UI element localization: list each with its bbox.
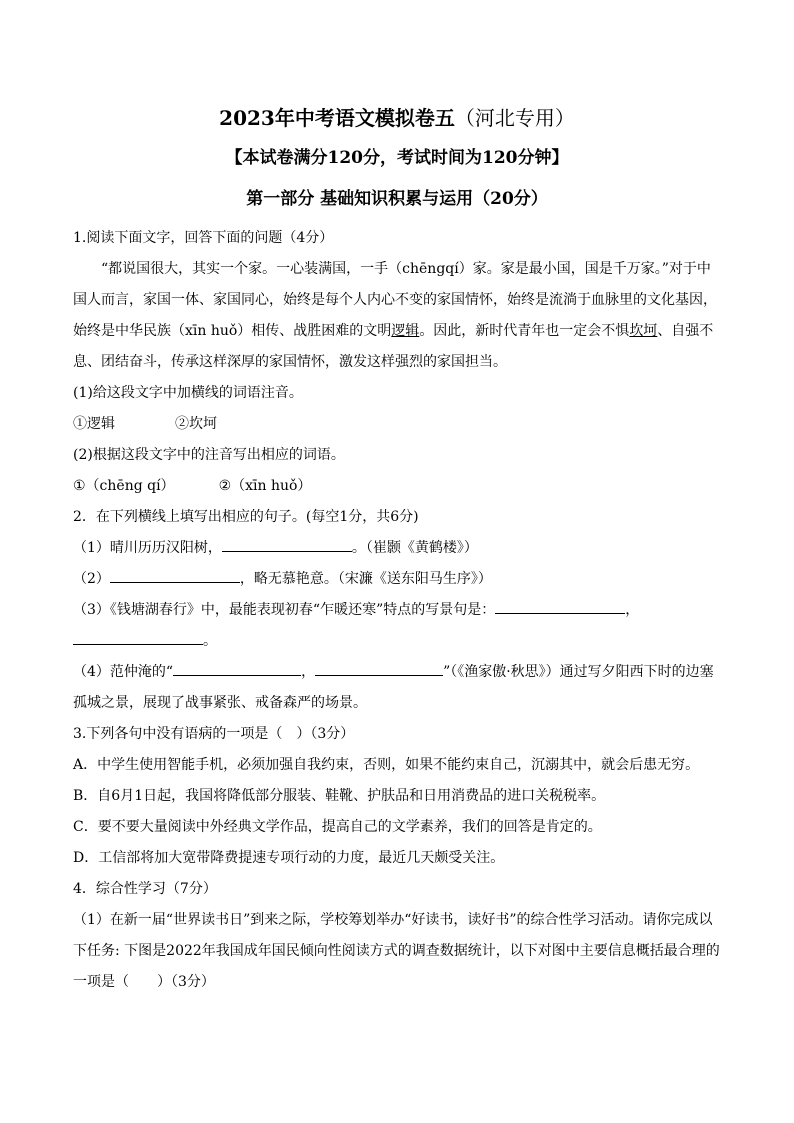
part-title: 第一部分 基础知识积累与运用（20分） <box>246 189 548 209</box>
q1-passage-a: “都说国很大，其实一个家。一心装满国，一手（chēngqí）家。家是最小国，国是千万家。”对于中国人而言，家国一体、家国同心，始终是每个人内心不变的家国情怀，始终是流淌于血脉里的文化基因，始终是中华民族（xīn huǒ）相传、战胜困难的文明 <box>73 261 717 339</box>
q2-item-4-comma: ， <box>301 664 316 680</box>
q4-stem: 4．综合性学习（7分） <box>73 881 217 897</box>
q1-underlined-word-1: 逻辑 <box>391 323 420 339</box>
q1-passage-c: 、自强不息、团结奋斗，传承这样深厚的家国情怀，激发这样强烈的家国担当。 <box>73 323 714 370</box>
q2-item-2 <box>73 564 723 595</box>
answer-blank[interactable] <box>315 657 443 676</box>
answer-blank[interactable] <box>173 657 301 676</box>
exam-content <box>73 223 723 998</box>
q1-sub2-items <box>73 471 723 502</box>
q2-stem: 2．在下列横线上填写出相应的句子。(每空1分，共6分) <box>73 509 419 525</box>
q3-option-d: D．工信部将加大宽带降费提速专项行动的力度，最近几天颇受关注。 <box>73 850 505 866</box>
q1-underlined-word-2: 坎坷 <box>629 323 658 339</box>
q1-sub2-item-a: ①（chēng qí） <box>73 478 175 494</box>
q2-item-4-suffix: ”（《渔家傲·秋思》）通过写夕阳西下时的边塞孤城之景，展现了战事紧张、戒备森严的场景。 <box>73 664 714 711</box>
exam-title-text: 2023年中考语文模拟卷五 <box>219 106 455 130</box>
q2-item-3-suffix: 。 <box>203 633 217 649</box>
q1-passage <box>73 254 723 378</box>
q1-sub2: (2)根据这段文字中的注音写出相应的词语。 <box>73 447 345 463</box>
q1-sub2-item-b: ②（xīn huǒ） <box>218 478 312 494</box>
q2-item-1 <box>73 533 723 564</box>
q3-option-a: A．中学生使用智能手机，必须加强自我约束，否则，如果不能约束自己，沉溺其中，就会后患无穷。 <box>73 757 700 773</box>
exam-title-region: （河北专用） <box>454 106 575 130</box>
exam-title <box>0 104 794 132</box>
q3-option-c: C．要不要大量阅读中外经典文学作品，提高自己的文学素养，我们的回答是肯定的。 <box>73 819 602 835</box>
q1-sub1-item-b: ②坎坷 <box>175 416 217 432</box>
q2-item-3 <box>73 595 723 657</box>
q2-item-2-suffix: ，略无慕艳意。（宋濂《送东阳马生序》） <box>239 571 492 587</box>
exam-subtitle: 【本试卷满分120分，考试时间为120分钟】 <box>225 148 569 168</box>
q2-item-3-comma: ， <box>625 602 640 618</box>
q1-sub1-item-a: ①逻辑 <box>73 416 115 432</box>
answer-blank[interactable] <box>73 626 203 645</box>
q2-item-1-prefix: （1）晴川历历汉阳树， <box>73 540 222 556</box>
q2-item-1-suffix: 。（崔颢《黄鹤楼》） <box>351 540 478 556</box>
q3-stem: 3.下列各句中没有语病的一项是（ ）（3分） <box>73 726 355 742</box>
q2-item-3-prefix: （3）《钱塘湖春行》中，最能表现初春“乍暖还寒”特点的写景句是： <box>73 602 496 618</box>
q1-stem: 1.阅读下面文字，回答下面的问题（4分） <box>73 230 334 246</box>
q1-sub1-items <box>73 409 723 440</box>
q2-item-4 <box>73 657 723 719</box>
q2-item-4-prefix: （4）范仲淹的“ <box>73 664 174 680</box>
answer-blank[interactable] <box>495 595 625 614</box>
q2-item-2-prefix: （2） <box>73 571 110 587</box>
q1-passage-b: 。因此，新时代青年也一定会不惧 <box>419 323 630 339</box>
q3-option-b: B．自6月1日起，我国将降低部分服装、鞋靴、护肤品和日用消费品的进口关税税率。 <box>73 788 606 804</box>
answer-blank[interactable] <box>110 564 240 583</box>
q4-sub1: （1）在新一届“世界读书日”到来之际，学校筹划举办“好读书，读好书”的综合性学习活动。请你完成以下任务: 下图是2022年我国成年国民倾向性阅读方式的调查数据统计，以下对图中主要信息概括最合理的一项是（ ）（3分） <box>73 912 720 990</box>
q1-sub1: (1)给这段文字中加横线的词语注音。 <box>73 385 303 401</box>
answer-blank[interactable] <box>222 533 352 552</box>
